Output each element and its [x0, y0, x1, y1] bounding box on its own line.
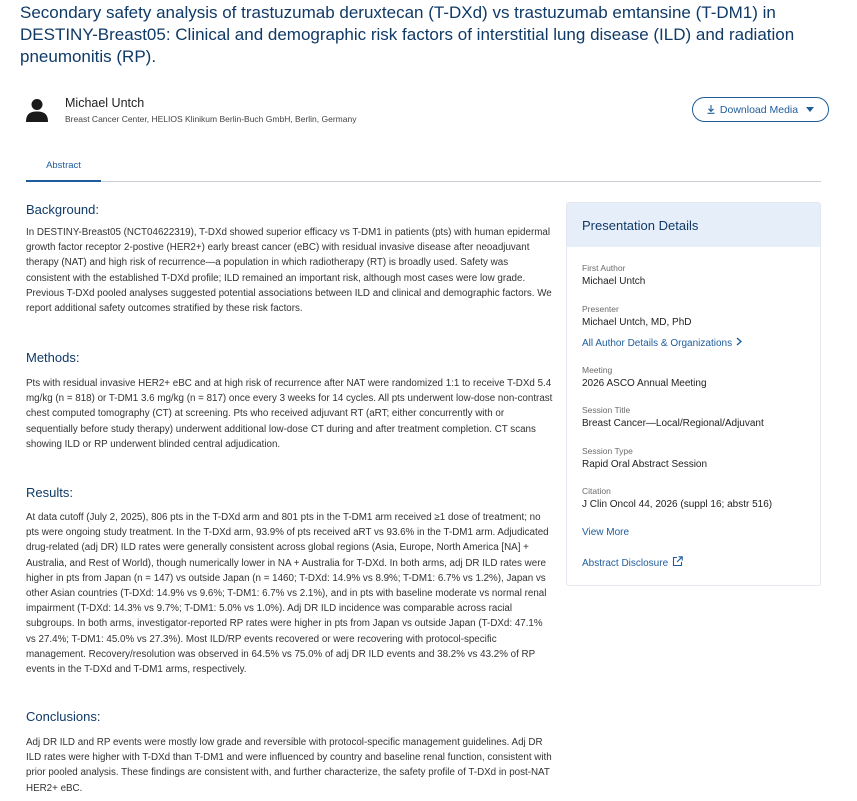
- all-author-details-link[interactable]: [582, 337, 742, 349]
- tab-bar: [26, 151, 821, 182]
- author-name[interactable]: Michael Untch: [65, 96, 145, 110]
- view-more-link[interactable]: View More: [582, 527, 630, 538]
- page-title: Secondary safety analysis of trastuzumab deruxtecan (T-DXd) vs trastuzumab emtansine (T-DM1) in DESTINY-Breast05: Clinical and demographic risk factors of interstitial lung disease (ILD) and radiation pneumonitis (RP).: [20, 3, 795, 66]
- results-heading: Results:: [26, 485, 73, 500]
- session-title-label: Session Title: [582, 405, 631, 415]
- citation-label: Citation: [582, 486, 611, 496]
- conclusions-heading: Conclusions:: [26, 709, 101, 724]
- presenter-value: Michael Untch, MD, PhD: [582, 317, 692, 328]
- download-icon: [707, 105, 715, 114]
- methods-heading: Methods:: [26, 350, 80, 365]
- meeting-value: 2026 ASCO Annual Meeting: [582, 378, 707, 389]
- abstract-disclosure-label: Abstract Disclosure: [582, 557, 669, 569]
- first-author-label: First Author: [582, 263, 626, 273]
- tab-abstract[interactable]: Abstract: [26, 151, 101, 182]
- first-author-value: Michael Untch: [582, 276, 646, 287]
- conclusions-text: Adj DR ILD and RP events were mostly low grade and reversible with protocol-specific management guidelines. Adj DR ILD rates were higher with T-DXd than T-DM1 and were influenced by country and baseline renal function, consistent with prior pooled analysis. These findings are consistent with, and further characterize, the safety profile of T-DXd in post-NAT HER2+ eBC.: [26, 737, 552, 794]
- author-affiliation: Breast Cancer Center, HELIOS Klinikum Berlin-Buch GmbH, Berlin, Germany: [65, 114, 357, 124]
- session-type-label: Session Type: [582, 446, 633, 456]
- download-media-label: Download Media: [719, 103, 799, 116]
- background-text: In DESTINY-Breast05 (NCT04622319), T-DXd showed superior efficacy vs T-DM1 in patients (pts) with human epidermal growth factor receptor 2-postive (HER2+) early breast cancer (eBC) with residual invasive disease after neoadjuvant therapy (NAT) and high risk of recurrence—a population in which radiotherapy (RT) is broadly used. Safety was consistent with the established T-DXd profile; ILD remained an important risk, although most cases were low grade. Previous T-DXd pooled analyses suggested potential associations between ILD and clinical and demographic factors. We report additional safety outcomes stratified by these risk factors.: [26, 227, 552, 315]
- methods-text: Pts with residual invasive HER2+ eBC and at high risk of recurrence after NAT were randomized 1:1 to receive T-DXd 5.4 mg/kg (n = 818) or T-DM1 3.6 mg/kg (n = 817) once every 3 weeks for 14 cycles. All pts underwent low-dose non-contrast chest computed tomography (CT) at screening. Pts who received adjuvant RT (aRT; either concurrently with or sequentially before study therapy) underwent additional low-dose CT during and after treatment completion. CT scans showing ILD or RP underwent blinded central adjudication.: [26, 378, 553, 450]
- author-block: [26, 96, 426, 130]
- chevron-right-icon: [736, 337, 742, 349]
- person-icon: [26, 98, 48, 122]
- caret-down-icon: [806, 107, 814, 112]
- presenter-label: Presenter: [582, 304, 619, 314]
- presentation-details-panel: [566, 202, 821, 586]
- background-heading: Background:: [26, 202, 99, 217]
- results-text: At data cutoff (July 2, 2025), 806 pts in the T-DXd arm and 801 pts in the T-DM1 arm received ≥1 dose of treatment; no pts were ongoing study treatment. In the T-DXd arm, 93.9% of pts received aRT vs 93.6% in the T-DM1 arm. Adjudicated drug-related (adj DR) ILD rates were generally consistent across global regions (Asia, Europe, North America [NA] + Australia, and Rest of World), though numerically lower in NA + Australia for T-DXd. In both arms, adj DR ILD rates were higher in pts from Japan (n = 147) vs outside Japan (n = 1460; T-DXd: 14.9% vs 8.9%; T-DM1: 6.7% vs 1.2%), Japan vs other Asian countries (T-DXd: 14.9% vs 9.6%; T-DM1: 6.7% vs 2.1%), and in pts with baseline moderate vs normal renal impairment (T-DXd: 14.3% vs 9.7%; T-DM1: 5.0% vs 1.0%). Adj DR ILD incidence was comparable across racial subgroups. In both arms, investigator-reported RP rates were higher in pts from Japan vs outside Japan (T-DXd: 47.1% vs 27.4%; T-DM1: 45.0% vs 27.3%). Most ILD/RP events recovered or were recovering with protocol-specific management. Recovery/resolution was observed in 64.5% vs 75.0% of adj DR ILD events and 38.2% vs 43.2% of RP events in the T-DXd and T-DM1 arms, respectively.: [26, 512, 549, 676]
- citation-value: J Clin Oncol 44, 2026 (suppl 16; abstr 516): [582, 499, 773, 510]
- session-type-value: Rapid Oral Abstract Session: [582, 459, 708, 470]
- session-title-value: Breast Cancer—Local/Regional/Adjuvant: [582, 418, 764, 429]
- meeting-label: Meeting: [582, 365, 613, 375]
- presentation-details-heading: Presentation Details: [567, 203, 820, 247]
- external-link-icon: [672, 556, 683, 570]
- download-media-button[interactable]: [692, 97, 829, 122]
- abstract-disclosure-link[interactable]: [582, 556, 683, 570]
- all-author-details-label: All Author Details & Organizations: [582, 337, 733, 349]
